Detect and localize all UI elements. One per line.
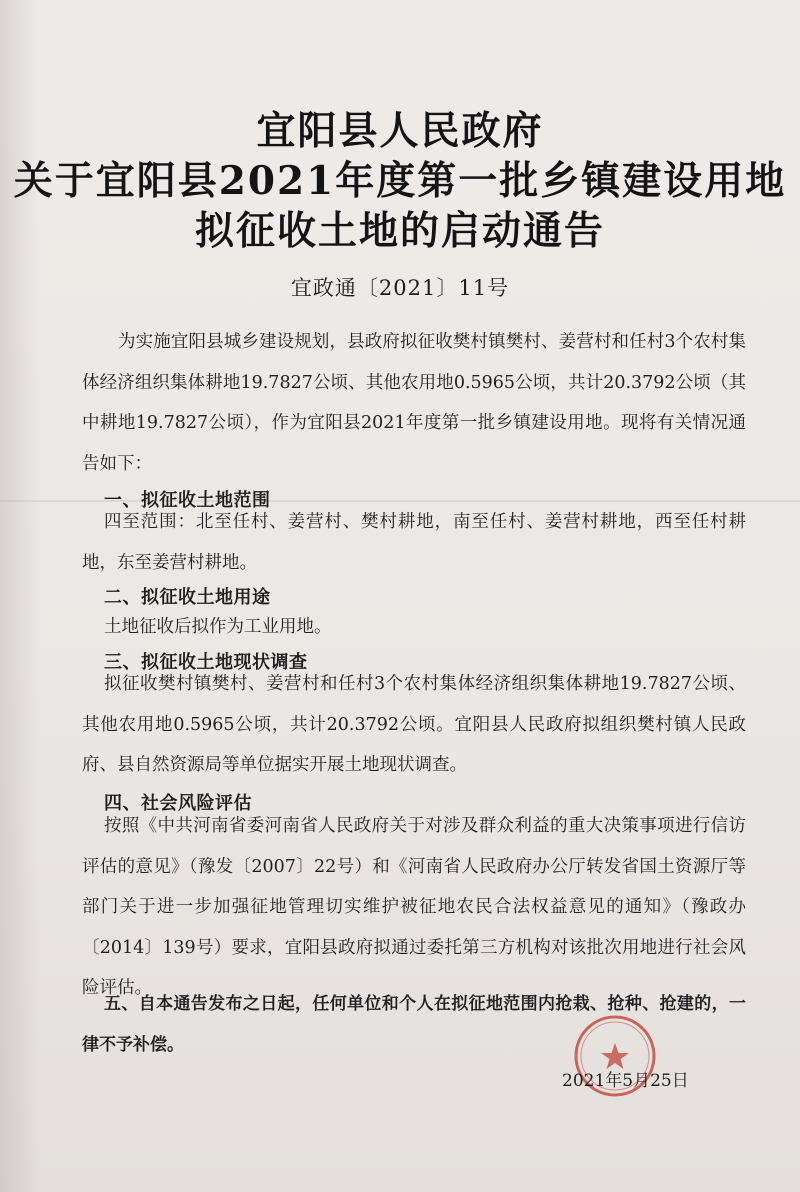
section-2-body: 土地征收后拟作为工业用地。	[104, 617, 332, 637]
intro-paragraph: 为实施宜阳县城乡建设规划，县政府拟征收樊村镇樊村、姜营村和任村3个农村集体经济组织集体耕地19.7827公顷、其他农用地0.5965公顷，共计20.3792公顷（其中耕地19.7827公顷），作为宜阳县2021年度第一批乡镇建设用地。现将有关情况通告如下：	[82, 332, 746, 474]
section-1-heading: 一、拟征收土地范围	[104, 490, 271, 511]
section-5-paragraph: 五、自本通告发布之日起，任何单位和个人在拟征地范围内抢栽、抢种、抢建的，一律不予补偿。	[82, 994, 746, 1055]
document-number: 宜政通〔2021〕11号	[290, 276, 510, 300]
section-1-body: 四至范围：北至任村、姜营村、樊村耕地，南至任村、姜营村耕地，西至任村耕地，东至姜营村耕地。	[82, 512, 746, 573]
section-4-heading: 四、社会风险评估	[104, 793, 252, 814]
section-4-body: 按照《中共河南省委河南省人民政府关于对涉及群众利益的重大决策事项进行信访评估的意见》（豫发〔2007〕22号）和《河南省人民政府办公厅转发省国土资源厅等部门关于进一步加强征地管理切实维护被征地农民合法权益意见的通知》（豫政办〔2014〕139号）要求，宜阳县政府拟通过委托第三方机构对该批次用地进行社会风险评估。	[82, 816, 746, 998]
title-line-3: 拟征收土地的启动通告	[194, 208, 605, 254]
title-line-2: 关于宜阳县2021年度第一批乡镇建设用地	[13, 158, 787, 204]
title-line-1: 宜阳县人民政府	[256, 108, 544, 154]
section-2-heading: 二、拟征收土地用途	[104, 587, 271, 608]
section-3-heading: 三、拟征收土地现状调查	[104, 652, 308, 673]
issue-date: 2021年5月25日	[562, 1071, 689, 1091]
section-3-body: 拟征收樊村镇樊村、姜营村和任村3个农村集体经济组织集体耕地19.7827公顷、其他农用地0.5965公顷，共计20.3792公顷。宜阳县人民政府拟组织樊村镇人民政府、县自然资源局等单位据实开展土地现状调查。	[82, 674, 746, 775]
